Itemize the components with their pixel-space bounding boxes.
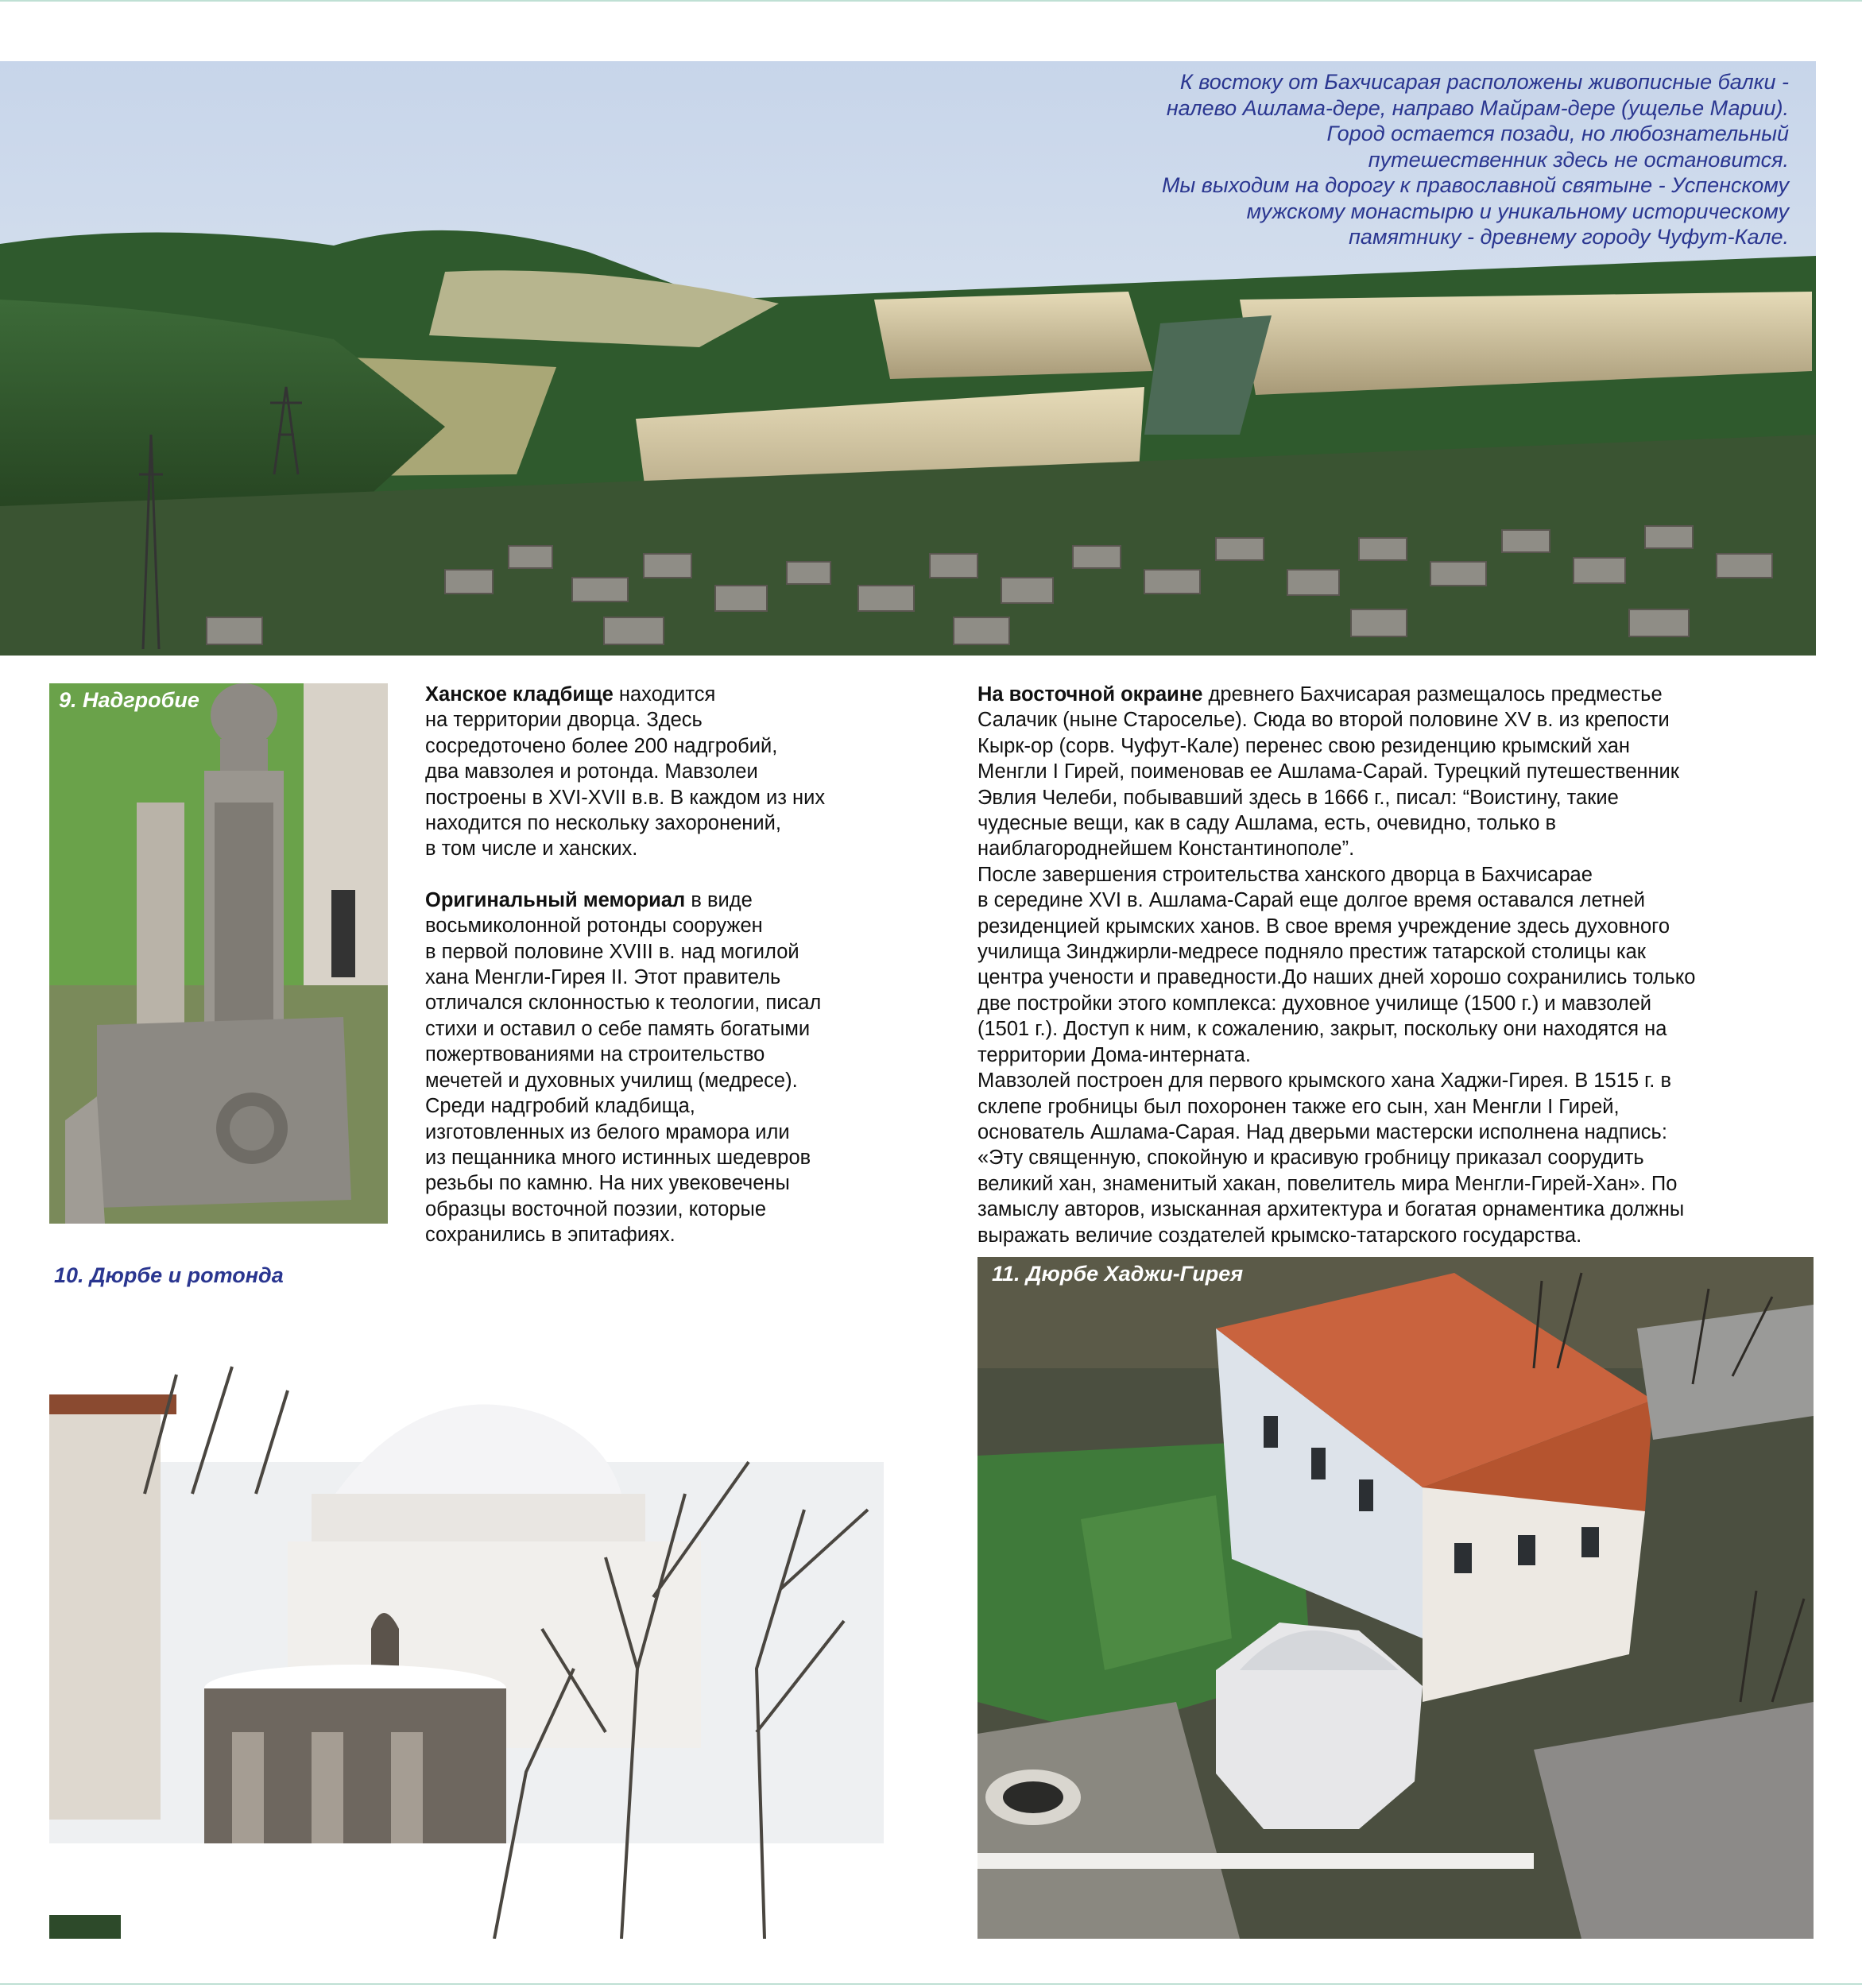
hero-caption-line: Мы выходим на дорогу к православной святыне - Успенскому: [1161, 173, 1789, 197]
right-text-column: [977, 682, 1820, 1248]
right-text-line: Салачик (ныне Староселье). Сюда во второй половине XV в. из крепости: [977, 709, 1670, 732]
left-text-heading-2: Оригинальный мемориал: [425, 888, 686, 911]
hero-caption-line: налево Ашлама-дере, направо Майрам-дере (ущелье Марии).: [1166, 95, 1789, 120]
right-text-line: основатель Ашлама-Сарая. Над дверьми мастерски исполнена надпись:: [977, 1120, 1667, 1143]
left-text-line: изготовленных из белого мрамора или: [425, 1120, 790, 1143]
hero-caption-line: путешественник здесь не остановится.: [1368, 147, 1789, 172]
right-text-line: две постройки этого комплекса: духовное училище (1500 г.) и мавзолей: [977, 992, 1652, 1015]
right-text-line: резиденцией крымских ханов. В свое время учреждение здесь духовного: [977, 915, 1670, 938]
right-text-line: замыслу авторов, изысканная архитектура и богатая орнаментика должны: [977, 1198, 1685, 1221]
left-text-line: на территории дворца. Здесь: [425, 709, 703, 732]
right-text-line: Менгли I Гирей, поименовав ее Ашлама-Сарай. Турецкий путешественник: [977, 760, 1679, 783]
left-text-line: [425, 888, 974, 913]
right-text-line: Эвлия Челеби, побывавший здесь в 1666 г., писал: “Воистину, такие: [977, 786, 1619, 809]
photo-label-durbe-hadji-girey: 11. Дюрбе Хаджи-Гирея: [992, 1262, 1244, 1286]
left-text-heading-1: Ханское кладбище: [425, 683, 614, 706]
photo-durbe-rotunda: [49, 1255, 884, 1939]
hero-caption-line: мужскому монастырю и уникальному историческому: [1246, 199, 1789, 223]
right-text-line: территории Дома-интерната.: [977, 1043, 1251, 1066]
bottom-border: [0, 1983, 1862, 1985]
right-text-line: После завершения строительства ханского дворца в Бахчисарае: [977, 863, 1593, 886]
right-text-line: [977, 682, 1820, 707]
left-text-line: восьмиколонной ротонды сооружен: [425, 915, 763, 938]
left-text-line: сосредоточено более 200 надгробий,: [425, 734, 778, 757]
left-text-line: Среди надгробий кладбища,: [425, 1095, 695, 1118]
durbe-rotunda-image: [49, 1255, 884, 1939]
right-text-line: Кырк-ор (сорв. Чуфут-Кале) перенес свою резиденцию крымский хан: [977, 734, 1631, 757]
left-text-line: построены в XVI-XVII в.в. В каждом из них: [425, 786, 826, 809]
right-text-line: наиблагороднейшем Константинополе”.: [977, 837, 1355, 861]
photo-durbe-hadji-girey: [977, 1257, 1814, 1939]
photo-tombstone: [49, 683, 388, 1224]
right-text-line: «Эту священную, спокойную и красивую гробницу приказал соорудить: [977, 1147, 1644, 1170]
left-text-line: из пещанника много истинных шедевров: [425, 1146, 811, 1169]
right-text-line: выражать величие создателей крымско-татарского государства.: [977, 1224, 1582, 1247]
left-text-line: в виде: [685, 888, 753, 911]
left-text-line: два мавзолея и ротонда. Мавзолеи: [425, 760, 758, 783]
durbe-hadji-girey-image: [977, 1257, 1814, 1939]
left-text-line: пожертвованиями на строительство: [425, 1043, 765, 1066]
right-text-line: склепе гробницы был похоронен также его сын, хан Менгли I Гирей,: [977, 1095, 1620, 1118]
hero-caption-line: К востоку от Бахчисарая расположены живописные балки -: [1179, 70, 1789, 94]
right-text-heading: На восточной окраине: [977, 683, 1203, 706]
right-text-line: в середине XVI в. Ашлама-Сарай еще долгое время оставался летней: [977, 889, 1645, 912]
left-text-line: в том числе и ханских.: [425, 837, 638, 861]
right-text-line: (1501 г.). Доступ к ним, к сожалению, закрыт, поскольку они находятся на: [977, 1018, 1667, 1041]
left-text-line: [425, 682, 974, 707]
left-text-line: стихи и оставил о себе память богатыми: [425, 1017, 811, 1040]
left-text-line: сохранились в эпитафиях.: [425, 1224, 676, 1247]
right-text-line: древнего Бахчисарая размещалось предместье: [1202, 683, 1663, 706]
hero-caption-line: Город остается позади, но любознательный: [1326, 122, 1789, 145]
left-text-line: находится: [613, 683, 716, 706]
hero-caption: [994, 69, 1789, 250]
hero-caption-line: памятнику - древнему городу Чуфут-Кале.: [1349, 225, 1789, 249]
right-text-line: великий хан, знаменитый хакан, повелитель мира Менгли-Гирей-Хан». По: [977, 1172, 1678, 1195]
left-text-column: [425, 682, 974, 1248]
left-text-line: отличался склонностью к теологии, писал: [425, 992, 822, 1015]
left-text-line: образцы восточной поэзии, которые: [425, 1197, 767, 1220]
right-text-line: Мавзолей построен для первого крымского хана Хаджи-Гирея. В 1515 г. в: [977, 1069, 1672, 1093]
left-text-line: резьбы по камню. На них увековечены: [425, 1172, 790, 1195]
photo-label-tombstone: 9. Надгробие: [59, 688, 199, 712]
right-text-line: центра учености и праведности.До наших дней хорошо сохранились только: [977, 966, 1696, 989]
hero-panorama: [0, 61, 1816, 656]
left-text-line: хана Менгли-Гирея II. Этот правитель: [425, 966, 781, 989]
right-text-line: училища Зинджирли-медресе подняло престиж татарской столицы как: [977, 941, 1646, 964]
top-border: [0, 0, 1862, 2]
left-text-line: в первой половине XVIII в. над могилой: [425, 940, 799, 963]
photo-label-durbe-rotunda: 10. Дюрбе и ротонда: [54, 1263, 284, 1287]
left-text-line: мечетей и духовных училищ (медресе).: [425, 1069, 798, 1092]
right-text-line: чудесные вещи, как в саду Ашлама, есть, очевидно, только в: [977, 812, 1557, 835]
tombstone-image: [49, 683, 388, 1224]
left-text-line: находится по нескольку захоронений,: [425, 812, 781, 835]
paragraph-gap: [425, 862, 974, 888]
